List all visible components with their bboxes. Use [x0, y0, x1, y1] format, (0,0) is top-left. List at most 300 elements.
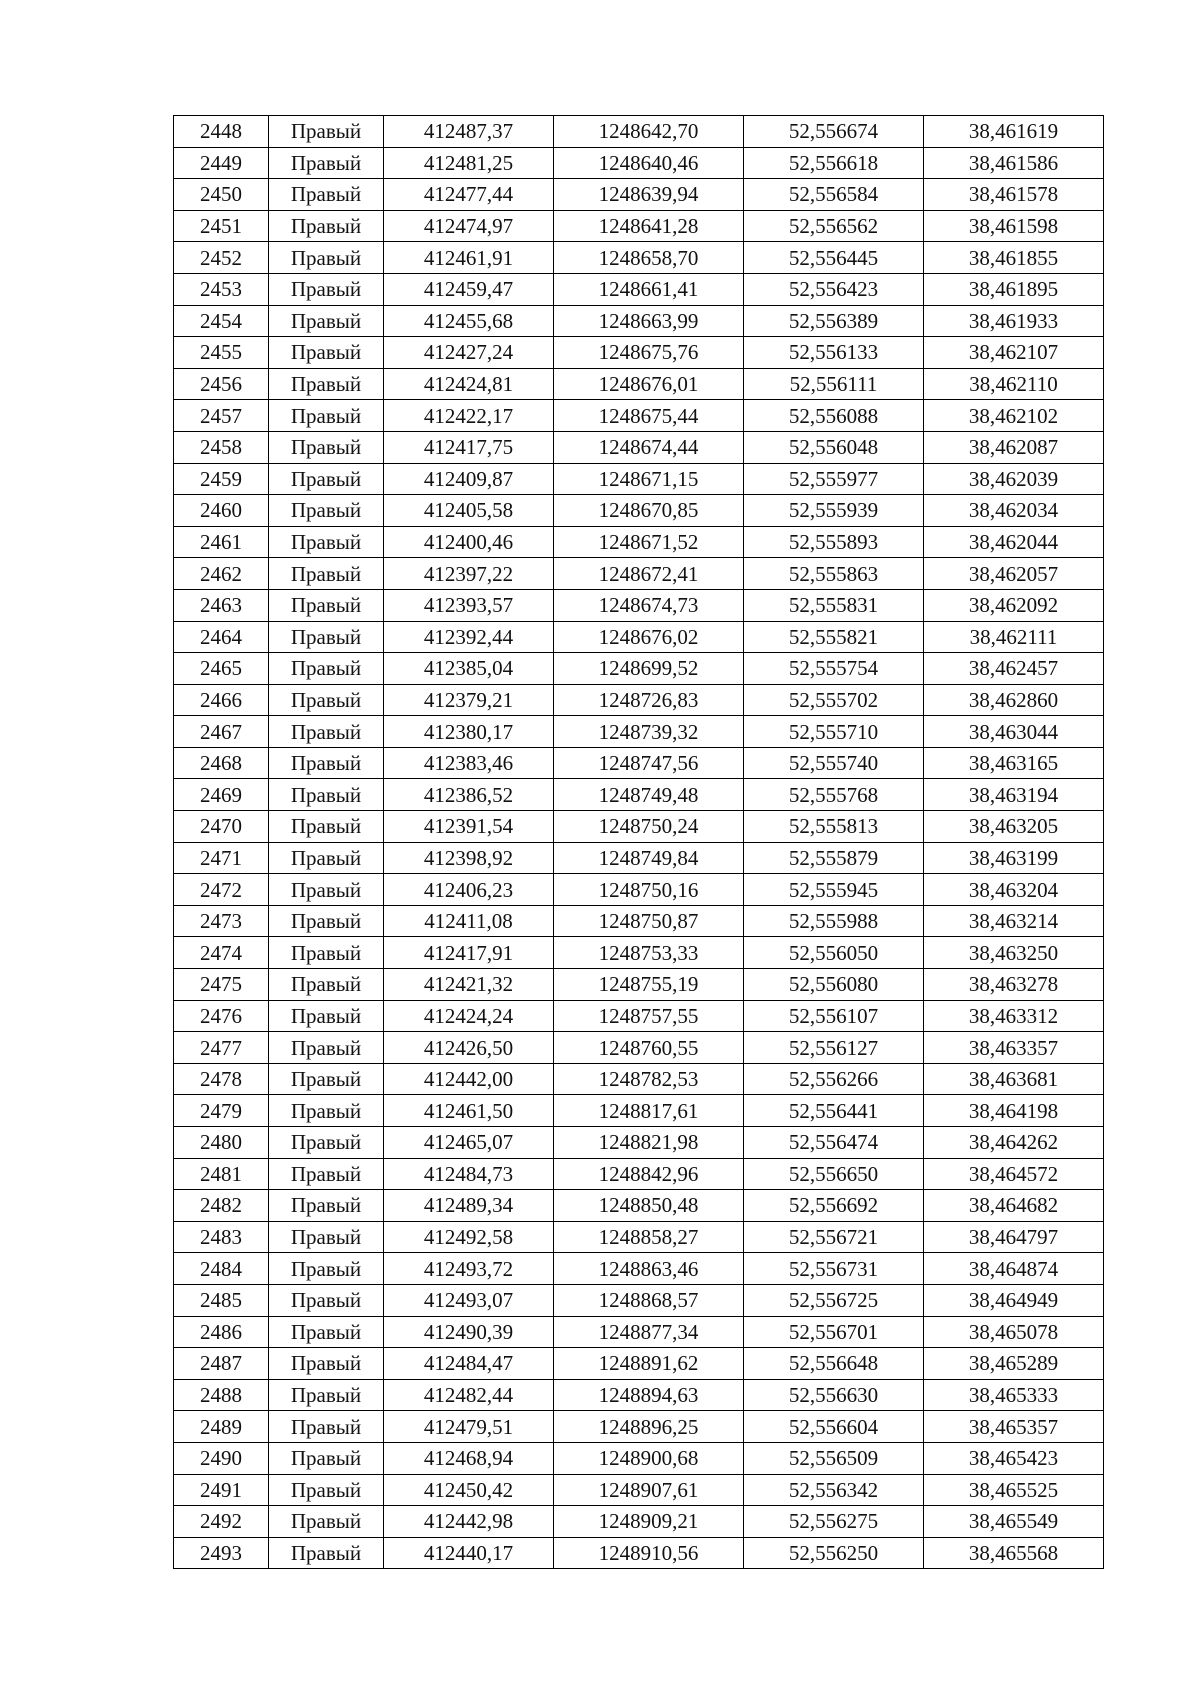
y-coordinate-cell: 1248699,52 — [554, 653, 744, 685]
point-number-cell: 2492 — [174, 1506, 269, 1538]
side-cell: Правый — [269, 400, 384, 432]
longitude-cell: 38,462107 — [924, 337, 1104, 369]
y-coordinate-cell: 1248877,34 — [554, 1316, 744, 1348]
x-coordinate-cell: 412393,57 — [384, 589, 554, 621]
table-row — [174, 1127, 1104, 1159]
longitude-cell: 38,464198 — [924, 1095, 1104, 1127]
table-row — [174, 1506, 1104, 1538]
x-coordinate-cell: 412468,94 — [384, 1442, 554, 1474]
table-row — [174, 811, 1104, 843]
side-cell: Правый — [269, 242, 384, 274]
table-row — [174, 905, 1104, 937]
point-number-cell: 2474 — [174, 937, 269, 969]
y-coordinate-cell: 1248739,32 — [554, 716, 744, 748]
point-number-cell: 2487 — [174, 1348, 269, 1380]
longitude-cell: 38,463214 — [924, 905, 1104, 937]
point-number-cell: 2489 — [174, 1411, 269, 1443]
point-number-cell: 2468 — [174, 747, 269, 779]
point-number-cell: 2455 — [174, 337, 269, 369]
point-number-cell: 2449 — [174, 147, 269, 179]
table-row — [174, 1316, 1104, 1348]
point-number-cell: 2493 — [174, 1537, 269, 1569]
side-cell: Правый — [269, 116, 384, 148]
table-row — [174, 337, 1104, 369]
y-coordinate-cell: 1248817,61 — [554, 1095, 744, 1127]
point-number-cell: 2452 — [174, 242, 269, 274]
point-number-cell: 2486 — [174, 1316, 269, 1348]
longitude-cell: 38,462087 — [924, 431, 1104, 463]
latitude-cell: 52,556127 — [744, 1032, 924, 1064]
longitude-cell: 38,464682 — [924, 1190, 1104, 1222]
x-coordinate-cell: 412477,44 — [384, 179, 554, 211]
point-number-cell: 2488 — [174, 1379, 269, 1411]
point-number-cell: 2490 — [174, 1442, 269, 1474]
table-row — [174, 273, 1104, 305]
point-number-cell: 2454 — [174, 305, 269, 337]
side-cell: Правый — [269, 1158, 384, 1190]
side-cell: Правый — [269, 905, 384, 937]
point-number-cell: 2473 — [174, 905, 269, 937]
longitude-cell: 38,463204 — [924, 874, 1104, 906]
longitude-cell: 38,463165 — [924, 747, 1104, 779]
latitude-cell: 52,556701 — [744, 1316, 924, 1348]
side-cell: Правый — [269, 716, 384, 748]
latitude-cell: 52,556648 — [744, 1348, 924, 1380]
longitude-cell: 38,465357 — [924, 1411, 1104, 1443]
side-cell: Правый — [269, 1221, 384, 1253]
latitude-cell: 52,556584 — [744, 179, 924, 211]
x-coordinate-cell: 412417,75 — [384, 431, 554, 463]
point-number-cell: 2456 — [174, 368, 269, 400]
latitude-cell: 52,556111 — [744, 368, 924, 400]
longitude-cell: 38,464262 — [924, 1127, 1104, 1159]
x-coordinate-cell: 412422,17 — [384, 400, 554, 432]
table-row — [174, 747, 1104, 779]
longitude-cell: 38,463681 — [924, 1063, 1104, 1095]
longitude-cell: 38,464949 — [924, 1284, 1104, 1316]
y-coordinate-cell: 1248760,55 — [554, 1032, 744, 1064]
table-row — [174, 621, 1104, 653]
table-row — [174, 1063, 1104, 1095]
latitude-cell: 52,555988 — [744, 905, 924, 937]
latitude-cell: 52,555939 — [744, 495, 924, 527]
x-coordinate-cell: 412400,46 — [384, 526, 554, 558]
y-coordinate-cell: 1248670,85 — [554, 495, 744, 527]
point-number-cell: 2458 — [174, 431, 269, 463]
table-row — [174, 116, 1104, 148]
point-number-cell: 2483 — [174, 1221, 269, 1253]
table-row — [174, 463, 1104, 495]
point-number-cell: 2476 — [174, 1000, 269, 1032]
latitude-cell: 52,555863 — [744, 558, 924, 590]
latitude-cell: 52,555754 — [744, 653, 924, 685]
y-coordinate-cell: 1248907,61 — [554, 1474, 744, 1506]
x-coordinate-cell: 412397,22 — [384, 558, 554, 590]
latitude-cell: 52,555821 — [744, 621, 924, 653]
y-coordinate-cell: 1248868,57 — [554, 1284, 744, 1316]
latitude-cell: 52,556423 — [744, 273, 924, 305]
point-number-cell: 2478 — [174, 1063, 269, 1095]
longitude-cell: 38,461855 — [924, 242, 1104, 274]
latitude-cell: 52,556674 — [744, 116, 924, 148]
table-row — [174, 1253, 1104, 1285]
longitude-cell: 38,461586 — [924, 147, 1104, 179]
table-row — [174, 400, 1104, 432]
latitude-cell: 52,556562 — [744, 210, 924, 242]
longitude-cell: 38,463357 — [924, 1032, 1104, 1064]
side-cell: Правый — [269, 463, 384, 495]
y-coordinate-cell: 1248858,27 — [554, 1221, 744, 1253]
longitude-cell: 38,461933 — [924, 305, 1104, 337]
x-coordinate-cell: 412424,24 — [384, 1000, 554, 1032]
longitude-cell: 38,462044 — [924, 526, 1104, 558]
x-coordinate-cell: 412490,39 — [384, 1316, 554, 1348]
longitude-cell: 38,465549 — [924, 1506, 1104, 1538]
table-row — [174, 1000, 1104, 1032]
x-coordinate-cell: 412385,04 — [384, 653, 554, 685]
table-row — [174, 1284, 1104, 1316]
y-coordinate-cell: 1248675,76 — [554, 337, 744, 369]
side-cell: Правый — [269, 1190, 384, 1222]
y-coordinate-cell: 1248750,24 — [554, 811, 744, 843]
point-number-cell: 2482 — [174, 1190, 269, 1222]
side-cell: Правый — [269, 1095, 384, 1127]
latitude-cell: 52,556441 — [744, 1095, 924, 1127]
x-coordinate-cell: 412409,87 — [384, 463, 554, 495]
point-number-cell: 2462 — [174, 558, 269, 590]
table-row — [174, 1442, 1104, 1474]
y-coordinate-cell: 1248821,98 — [554, 1127, 744, 1159]
table-row — [174, 1379, 1104, 1411]
latitude-cell: 52,555879 — [744, 842, 924, 874]
side-cell: Правый — [269, 842, 384, 874]
longitude-cell: 38,465568 — [924, 1537, 1104, 1569]
point-number-cell: 2475 — [174, 969, 269, 1001]
x-coordinate-cell: 412482,44 — [384, 1379, 554, 1411]
x-coordinate-cell: 412450,42 — [384, 1474, 554, 1506]
longitude-cell: 38,461619 — [924, 116, 1104, 148]
x-coordinate-cell: 412398,92 — [384, 842, 554, 874]
side-cell: Правый — [269, 621, 384, 653]
side-cell: Правый — [269, 273, 384, 305]
side-cell: Правый — [269, 589, 384, 621]
y-coordinate-cell: 1248676,01 — [554, 368, 744, 400]
x-coordinate-cell: 412392,44 — [384, 621, 554, 653]
table-row — [174, 147, 1104, 179]
latitude-cell: 52,556445 — [744, 242, 924, 274]
latitude-cell: 52,556275 — [744, 1506, 924, 1538]
x-coordinate-cell: 412406,23 — [384, 874, 554, 906]
side-cell: Правый — [269, 179, 384, 211]
x-coordinate-cell: 412484,47 — [384, 1348, 554, 1380]
longitude-cell: 38,462092 — [924, 589, 1104, 621]
x-coordinate-cell: 412461,50 — [384, 1095, 554, 1127]
x-coordinate-cell: 412459,47 — [384, 273, 554, 305]
table-row — [174, 1221, 1104, 1253]
table-row — [174, 368, 1104, 400]
side-cell: Правый — [269, 1379, 384, 1411]
latitude-cell: 52,556474 — [744, 1127, 924, 1159]
latitude-cell: 52,555768 — [744, 779, 924, 811]
side-cell: Правый — [269, 684, 384, 716]
y-coordinate-cell: 1248747,56 — [554, 747, 744, 779]
side-cell: Правый — [269, 305, 384, 337]
longitude-cell: 38,465525 — [924, 1474, 1104, 1506]
side-cell: Правый — [269, 1000, 384, 1032]
latitude-cell: 52,556630 — [744, 1379, 924, 1411]
point-number-cell: 2450 — [174, 179, 269, 211]
x-coordinate-cell: 412493,07 — [384, 1284, 554, 1316]
latitude-cell: 52,556509 — [744, 1442, 924, 1474]
side-cell: Правый — [269, 368, 384, 400]
side-cell: Правый — [269, 558, 384, 590]
side-cell: Правый — [269, 1442, 384, 1474]
x-coordinate-cell: 412479,51 — [384, 1411, 554, 1443]
longitude-cell: 38,461895 — [924, 273, 1104, 305]
table-row — [174, 969, 1104, 1001]
side-cell: Правый — [269, 1253, 384, 1285]
side-cell: Правый — [269, 210, 384, 242]
x-coordinate-cell: 412424,81 — [384, 368, 554, 400]
longitude-cell: 38,462111 — [924, 621, 1104, 653]
longitude-cell: 38,461598 — [924, 210, 1104, 242]
x-coordinate-cell: 412427,24 — [384, 337, 554, 369]
y-coordinate-cell: 1248641,28 — [554, 210, 744, 242]
y-coordinate-cell: 1248639,94 — [554, 179, 744, 211]
longitude-cell: 38,462034 — [924, 495, 1104, 527]
longitude-cell: 38,462039 — [924, 463, 1104, 495]
x-coordinate-cell: 412465,07 — [384, 1127, 554, 1159]
x-coordinate-cell: 412405,58 — [384, 495, 554, 527]
y-coordinate-cell: 1248842,96 — [554, 1158, 744, 1190]
point-number-cell: 2460 — [174, 495, 269, 527]
y-coordinate-cell: 1248749,48 — [554, 779, 744, 811]
point-number-cell: 2469 — [174, 779, 269, 811]
y-coordinate-cell: 1248755,19 — [554, 969, 744, 1001]
latitude-cell: 52,555831 — [744, 589, 924, 621]
y-coordinate-cell: 1248640,46 — [554, 147, 744, 179]
side-cell: Правый — [269, 747, 384, 779]
point-number-cell: 2459 — [174, 463, 269, 495]
point-number-cell: 2485 — [174, 1284, 269, 1316]
x-coordinate-cell: 412442,00 — [384, 1063, 554, 1095]
table-row — [174, 1411, 1104, 1443]
x-coordinate-cell: 412493,72 — [384, 1253, 554, 1285]
point-number-cell: 2471 — [174, 842, 269, 874]
table-row — [174, 558, 1104, 590]
latitude-cell: 52,556266 — [744, 1063, 924, 1095]
side-cell: Правый — [269, 431, 384, 463]
longitude-cell: 38,464874 — [924, 1253, 1104, 1285]
longitude-cell: 38,463278 — [924, 969, 1104, 1001]
y-coordinate-cell: 1248891,62 — [554, 1348, 744, 1380]
side-cell: Правый — [269, 811, 384, 843]
longitude-cell: 38,462057 — [924, 558, 1104, 590]
table-row — [174, 210, 1104, 242]
table-body — [174, 116, 1104, 1569]
point-number-cell: 2472 — [174, 874, 269, 906]
side-cell: Правый — [269, 526, 384, 558]
x-coordinate-cell: 412391,54 — [384, 811, 554, 843]
point-number-cell: 2466 — [174, 684, 269, 716]
side-cell: Правый — [269, 1537, 384, 1569]
longitude-cell: 38,465423 — [924, 1442, 1104, 1474]
latitude-cell: 52,556250 — [744, 1537, 924, 1569]
y-coordinate-cell: 1248782,53 — [554, 1063, 744, 1095]
latitude-cell: 52,556088 — [744, 400, 924, 432]
latitude-cell: 52,555702 — [744, 684, 924, 716]
latitude-cell: 52,556389 — [744, 305, 924, 337]
point-number-cell: 2491 — [174, 1474, 269, 1506]
table-row — [174, 179, 1104, 211]
y-coordinate-cell: 1248750,87 — [554, 905, 744, 937]
table-row — [174, 653, 1104, 685]
side-cell: Правый — [269, 653, 384, 685]
latitude-cell: 52,556725 — [744, 1284, 924, 1316]
longitude-cell: 38,465333 — [924, 1379, 1104, 1411]
latitude-cell: 52,555813 — [744, 811, 924, 843]
table-row — [174, 1032, 1104, 1064]
longitude-cell: 38,462860 — [924, 684, 1104, 716]
x-coordinate-cell: 412411,08 — [384, 905, 554, 937]
point-number-cell: 2477 — [174, 1032, 269, 1064]
point-number-cell: 2453 — [174, 273, 269, 305]
x-coordinate-cell: 412484,73 — [384, 1158, 554, 1190]
latitude-cell: 52,555710 — [744, 716, 924, 748]
y-coordinate-cell: 1248676,02 — [554, 621, 744, 653]
latitude-cell: 52,556050 — [744, 937, 924, 969]
y-coordinate-cell: 1248672,41 — [554, 558, 744, 590]
longitude-cell: 38,465078 — [924, 1316, 1104, 1348]
side-cell: Правый — [269, 147, 384, 179]
longitude-cell: 38,461578 — [924, 179, 1104, 211]
side-cell: Правый — [269, 874, 384, 906]
y-coordinate-cell: 1248757,55 — [554, 1000, 744, 1032]
x-coordinate-cell: 412379,21 — [384, 684, 554, 716]
longitude-cell: 38,462102 — [924, 400, 1104, 432]
longitude-cell: 38,463199 — [924, 842, 1104, 874]
x-coordinate-cell: 412455,68 — [384, 305, 554, 337]
x-coordinate-cell: 412386,52 — [384, 779, 554, 811]
latitude-cell: 52,555740 — [744, 747, 924, 779]
x-coordinate-cell: 412489,34 — [384, 1190, 554, 1222]
y-coordinate-cell: 1248750,16 — [554, 874, 744, 906]
latitude-cell: 52,555977 — [744, 463, 924, 495]
side-cell: Правый — [269, 1411, 384, 1443]
y-coordinate-cell: 1248675,44 — [554, 400, 744, 432]
table-row — [174, 874, 1104, 906]
latitude-cell: 52,555945 — [744, 874, 924, 906]
table-row — [174, 1537, 1104, 1569]
longitude-cell: 38,462110 — [924, 368, 1104, 400]
table-row — [174, 589, 1104, 621]
y-coordinate-cell: 1248896,25 — [554, 1411, 744, 1443]
y-coordinate-cell: 1248663,99 — [554, 305, 744, 337]
table-row — [174, 937, 1104, 969]
x-coordinate-cell: 412481,25 — [384, 147, 554, 179]
table-row — [174, 495, 1104, 527]
x-coordinate-cell: 412442,98 — [384, 1506, 554, 1538]
y-coordinate-cell: 1248726,83 — [554, 684, 744, 716]
table-row — [174, 842, 1104, 874]
point-number-cell: 2484 — [174, 1253, 269, 1285]
latitude-cell: 52,556692 — [744, 1190, 924, 1222]
x-coordinate-cell: 412383,46 — [384, 747, 554, 779]
table-row — [174, 526, 1104, 558]
side-cell: Правый — [269, 1348, 384, 1380]
y-coordinate-cell: 1248749,84 — [554, 842, 744, 874]
y-coordinate-cell: 1248753,33 — [554, 937, 744, 969]
point-number-cell: 2448 — [174, 116, 269, 148]
y-coordinate-cell: 1248909,21 — [554, 1506, 744, 1538]
longitude-cell: 38,463044 — [924, 716, 1104, 748]
latitude-cell: 52,556107 — [744, 1000, 924, 1032]
x-coordinate-cell: 412426,50 — [384, 1032, 554, 1064]
y-coordinate-cell: 1248863,46 — [554, 1253, 744, 1285]
point-number-cell: 2457 — [174, 400, 269, 432]
point-number-cell: 2461 — [174, 526, 269, 558]
table-row — [174, 305, 1104, 337]
table-row — [174, 684, 1104, 716]
point-number-cell: 2481 — [174, 1158, 269, 1190]
side-cell: Правый — [269, 779, 384, 811]
table-row — [174, 242, 1104, 274]
y-coordinate-cell: 1248900,68 — [554, 1442, 744, 1474]
y-coordinate-cell: 1248674,73 — [554, 589, 744, 621]
point-number-cell: 2464 — [174, 621, 269, 653]
latitude-cell: 52,556080 — [744, 969, 924, 1001]
y-coordinate-cell: 1248894,63 — [554, 1379, 744, 1411]
y-coordinate-cell: 1248642,70 — [554, 116, 744, 148]
x-coordinate-cell: 412380,17 — [384, 716, 554, 748]
table-row — [174, 1158, 1104, 1190]
side-cell: Правый — [269, 937, 384, 969]
side-cell: Правый — [269, 337, 384, 369]
x-coordinate-cell: 412492,58 — [384, 1221, 554, 1253]
table-row — [174, 431, 1104, 463]
table-row — [174, 1348, 1104, 1380]
x-coordinate-cell: 412474,97 — [384, 210, 554, 242]
point-number-cell: 2463 — [174, 589, 269, 621]
longitude-cell: 38,465289 — [924, 1348, 1104, 1380]
latitude-cell: 52,556048 — [744, 431, 924, 463]
side-cell: Правый — [269, 1032, 384, 1064]
point-number-cell: 2465 — [174, 653, 269, 685]
x-coordinate-cell: 412487,37 — [384, 116, 554, 148]
latitude-cell: 52,556133 — [744, 337, 924, 369]
x-coordinate-cell: 412417,91 — [384, 937, 554, 969]
longitude-cell: 38,463312 — [924, 1000, 1104, 1032]
point-number-cell: 2451 — [174, 210, 269, 242]
side-cell: Правый — [269, 1127, 384, 1159]
longitude-cell: 38,464797 — [924, 1221, 1104, 1253]
point-number-cell: 2470 — [174, 811, 269, 843]
point-number-cell: 2479 — [174, 1095, 269, 1127]
side-cell: Правый — [269, 969, 384, 1001]
point-number-cell: 2480 — [174, 1127, 269, 1159]
x-coordinate-cell: 412461,91 — [384, 242, 554, 274]
x-coordinate-cell: 412421,32 — [384, 969, 554, 1001]
table-row — [174, 1190, 1104, 1222]
side-cell: Правый — [269, 495, 384, 527]
table-row — [174, 716, 1104, 748]
y-coordinate-cell: 1248671,52 — [554, 526, 744, 558]
point-number-cell: 2467 — [174, 716, 269, 748]
y-coordinate-cell: 1248850,48 — [554, 1190, 744, 1222]
side-cell: Правый — [269, 1284, 384, 1316]
side-cell: Правый — [269, 1316, 384, 1348]
latitude-cell: 52,556731 — [744, 1253, 924, 1285]
